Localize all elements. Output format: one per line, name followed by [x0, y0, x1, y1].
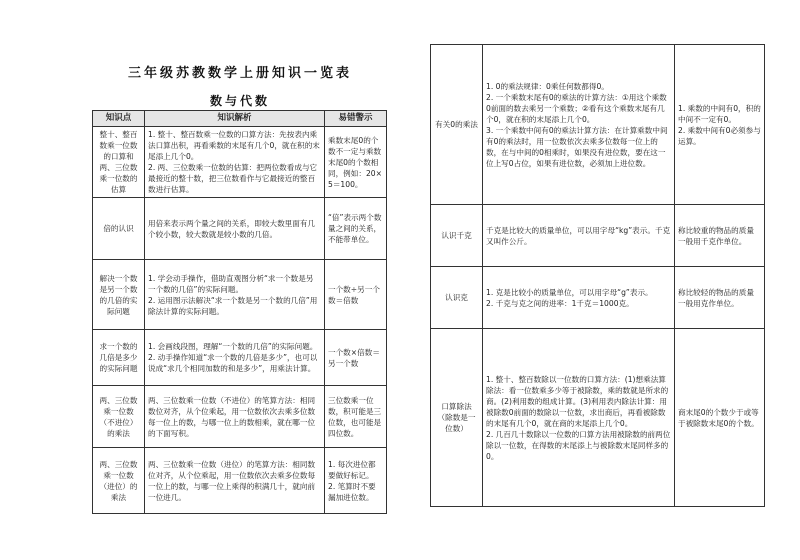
- right-knowledge-table: [430, 44, 765, 507]
- table-row: [93, 448, 387, 514]
- table-row: [93, 260, 387, 330]
- right-page: [400, 0, 800, 560]
- analysis-cell: [483, 329, 675, 507]
- warning-cell: 乘数末尾0的个数不一定与乘数末尾0的个数相同，例如：20×5＝100。: [325, 127, 387, 198]
- warning-cell: 一个数×倍数＝另一个数: [325, 330, 387, 386]
- analysis-text: 2. 一个乘数末尾有0的乘法的计算方法：①用这个乘数0前面的数去乘另一个乘数；②看有这个乘数末尾有几个0，就在积的末尾添上几个0。: [486, 92, 667, 124]
- analysis-cell: [483, 45, 675, 205]
- warning-cell: [675, 45, 765, 205]
- analysis-text: 1. 学会动手操作，借助直观图分析“求一个数是另一个数的几倍”的实际问题。: [148, 273, 314, 294]
- warning-text: 1. 乘数的中间有0，积的中间不一定有0。: [678, 103, 761, 124]
- analysis-cell: [145, 330, 325, 386]
- table-row: [431, 267, 765, 329]
- analysis-text: 2. 千克与克之间的进率：1千克＝1000克。: [486, 298, 634, 308]
- warning-cell: 称比较重的物品的质量一般用千克作单位。: [675, 205, 765, 267]
- analysis-text: 2. 运用图示法解决“求一个数是另一个数的几倍”用除法计算的实际问题。: [148, 295, 318, 316]
- topic-cell: 倍的认识: [93, 198, 145, 260]
- table-header-row: [93, 111, 387, 127]
- warning-text: 1. 每次进位都要做好标记。: [328, 459, 376, 480]
- analysis-cell: [145, 386, 325, 448]
- topic-cell: 认识克: [431, 267, 483, 329]
- topic-cell: 两、三位数乘一位数（进位）的乘法: [93, 448, 145, 514]
- warning-cell: “倍”表示两个数量之间的关系，不能带单位。: [325, 198, 387, 260]
- analysis-text: 2. 两、三位数乘一位数的估算：把两位数看成与它最接近的整十数，把三位数看作与它最接近的整百数进行估算。: [148, 163, 318, 194]
- analysis-text: 千克是比较大的质量单位，可以用字母“kg”表示。千克又叫作公斤。: [486, 225, 671, 246]
- table-row: [431, 205, 765, 267]
- warning-cell: 三位数乘一位数，积可能是三位数，也可能是四位数。: [325, 386, 387, 448]
- analysis-text: 两、三位数乘一位数（进位）的笔算方法：相同数位对齐，从个位乘起，用一位数依次去乘多位数每一位上的数，与哪一位上乘得的积满几十，就向前一位进几。: [148, 459, 316, 502]
- table-row: [93, 198, 387, 260]
- topic-cell: 解决一个数是另一个数的几倍的实际问题: [93, 260, 145, 330]
- table-row: [93, 386, 387, 448]
- analysis-cell: [145, 260, 325, 330]
- analysis-text: 1. 0的乘法规律：0乘任何数都得0。: [486, 81, 609, 91]
- analysis-cell: [483, 205, 675, 267]
- analysis-cell: [145, 127, 325, 198]
- topic-cell: 整十、整百数乘一位数的口算和两、三位数乘一位数的估算: [93, 127, 145, 198]
- table-row: [93, 127, 387, 198]
- topic-cell: 求一个数的几倍是多少的实际问题: [93, 330, 145, 386]
- analysis-text: 用倍来表示两个量之间的关系，即较大数里面有几个较小数，较大数就是较小数的几倍。: [148, 218, 316, 239]
- table-row: [431, 45, 765, 205]
- header-warning: 易错警示: [325, 111, 387, 127]
- topic-cell: 认识千克: [431, 205, 483, 267]
- topic-cell: 口算除法（除数是一位数）: [431, 329, 483, 507]
- analysis-text: 1. 整十、整百数乘一位数的口算方法：先按表内乘法口算出积，再看乘数的末尾有几个0，就在积的末尾添上几个0。: [148, 130, 320, 161]
- warning-cell: [325, 448, 387, 514]
- topic-cell: 有关0的乘法: [431, 45, 483, 205]
- topic-cell: 两、三位数乘一位数（不进位）的乘法: [93, 386, 145, 448]
- warning-cell: 商末尾0的个数少于或等于被除数末尾0的个数。: [675, 329, 765, 507]
- warning-cell: 称比较轻的物品的质量一般用克作单位。: [675, 267, 765, 329]
- left-knowledge-table: [92, 110, 387, 514]
- table-row: [431, 329, 765, 507]
- analysis-text: 两、三位数乘一位数（不进位）的笔算方法：相同数位对齐，从个位乘起，用一位数依次去乘多位数每一位上的数，与哪一位上的数相乘，就在哪一位的下面写积。: [148, 395, 316, 438]
- section-title: 数与代数: [209, 94, 270, 108]
- analysis-text: 3. 一个乘数中间有0的乘法计算方法：在计算乘数中间有0的乘法时，用一位数依次去乘多位数每一位上的数，在与中间的0相乘时，如果没有进位数，要在这一位上写0占位，如果有进位数，必须加上进位数。: [486, 125, 668, 168]
- analysis-cell: [145, 198, 325, 260]
- analysis-text: 1. 会画线段图，理解“一个数的几倍”的实际问题。: [148, 342, 318, 351]
- analysis-text: 1. 克是比较小的质量单位，可以用字母“g”表示。: [486, 287, 653, 297]
- header-topic: 知识点: [93, 111, 145, 127]
- warning-text: 2. 乘数中间有0必须参与运算。: [678, 125, 761, 146]
- table-row: [93, 330, 387, 386]
- analysis-cell: [483, 267, 675, 329]
- analysis-cell: [145, 448, 325, 514]
- analysis-text: 2. 动手操作知道“求一个数的几倍是多少”，也可以说成“求几个相同加数的和是多少”，用乘法计算。: [148, 353, 318, 373]
- warning-cell: 一个数÷另一个数＝倍数: [325, 260, 387, 330]
- analysis-text: 1. 整十、整百数除以一位数的口算方法：(1)想乘法算除法：看一位数乘多少等于被除数，乘的数就是所求的商。(2)利用数的组成计算。(3)利用表内除法计算：用被除数0前面的数除以一位数，求出商后，再看被除数的末尾有几个0，就在商的末尾添上几个0。: [486, 374, 669, 428]
- warning-text: 2. 笔算时不要漏加进位数。: [328, 481, 376, 502]
- header-analysis: 知识解析: [145, 111, 325, 127]
- analysis-text: 2. 几百几十数除以一位数的口算方法用被除数的前两位除以一位数，在得数的末尾添上与被除数末尾同样多的0。: [486, 429, 671, 461]
- document-title: 三年级苏教数学上册知识一览表: [127, 66, 352, 81]
